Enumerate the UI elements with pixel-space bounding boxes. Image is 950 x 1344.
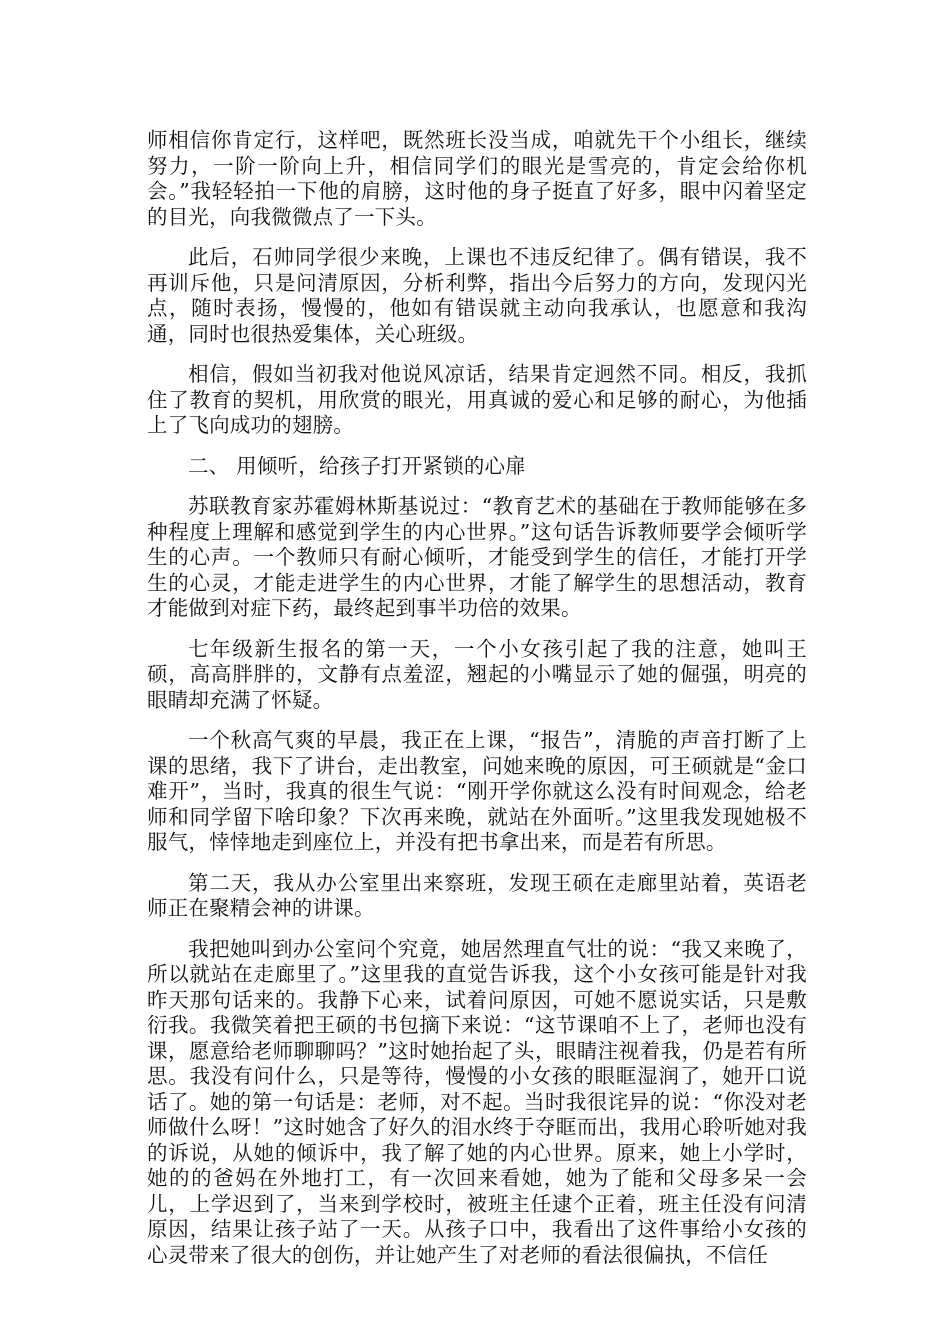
paragraph-1: 师相信你肯定行，这样吧，既然班长没当成，咱就先干个小组长，继续努力，一阶一阶向上升，相信同学们的眼光是雪亮的，肯定会给你机会。”我轻轻拍一下他的肩膀，这时他的身子挺直了好多，眼中闪着坚定的目光，向我微微点了一下头。: [147, 128, 807, 229]
paragraph-7: 第二天，我从办公室里出来察班，发现王硕在走廊里站着，英语老师正在聚精会神的讲课。: [147, 870, 807, 920]
paragraph-3: 相信，假如当初我对他说风凉话，结果肯定迥然不同。相反，我抓住了教育的契机，用欣赏的眼光，用真诚的爱心和足够的耐心，为他插上了飞向成功的翅膀。: [147, 362, 807, 437]
section-heading: 二、 用倾听，给孩子打开紧锁的心扉: [188, 453, 526, 478]
paragraph-8: 我把她叫到办公室问个究竟，她居然理直气壮的说：“我又来晚了，所以就站在走廊里了。”这里我的直觉告诉我，这个小女孩可能是针对我昨天那句话来的。我静下心来，试着问原因，可她不愿说实话，只是敷衍我。我微笑着把王硕的书包摘下来说：“这节课咱不上了，老师也没有课，愿意给老师聊聊吗？”这时她抬起了头，眼睛注视着我，仍是若有所思。我没有问什么，只是等待，慢慢的小女孩的眼眶湿润了，她开口说话了。她的第一句话是：老师，对不起。当时我很诧异的说：“你没对老师做什么呀！”这时她含了好久的泪水终于夺眶而出，我用心聆听她对我的诉说，从她的倾诉中，我了解了她的内心世界。原来，她上小学时，她的的爸妈在外地打工，有一次回来看她，她为了能和父母多呆一会儿，上学迟到了，当来到学校时，被班主任逮个正着，班主任没有问清原因，结果让孩子站了一天。从孩子口中，我看出了这件事给小女孩的心灵带来了很大的创伤，并让她产生了对老师的看法很偏执，不信任: [147, 936, 807, 1267]
paragraph-4: 苏联教育家苏霍姆林斯基说过：“教育艺术的基础在于教师能够在多种程度上理解和感觉到学生的内心世界。”这句话告诉教师要学会倾听学生的心声。一个教师只有耐心倾听，才能受到学生的信任，才能打开学生的心灵，才能走进学生的内心世界，才能了解学生的思想活动，教育才能做到对症下药，最终起到事半功倍的效果。: [147, 494, 807, 620]
paragraph-5: 七年级新生报名的第一天，一个小女孩引起了我的注意，她叫王硕，高高胖胖的，文静有点羞涩，翘起的小嘴显示了她的倔强，明亮的眼睛却充满了怀疑。: [147, 636, 807, 712]
paragraph-2: 此后，石帅同学很少来晚，上课也不违反纪律了。偶有错误，我不再训斥他，只是问清原因，分析利弊，指出今后努力的方向，发现闪光点，随时表扬，慢慢的，他如有错误就主动向我承认，也愿意和我沟通，同时也很热爱集体，关心班级。: [147, 245, 807, 346]
document-page: [147, 128, 807, 1268]
paragraph-6: 一个秋高气爽的早晨，我正在上课，“报告”，清脆的声音打断了上课的思绪，我下了讲台，走出教室，问她来晚的原因，可王硕就是“金口难开”，当时，我真的很生气说：“刚开学你就这么没有时间观念，给老师和同学留下啥印象？下次再来晚，就站在外面听。”这里我发现她极不服气，悻悻地走到座位上，并没有把书拿出来，而是若有所思。: [147, 728, 807, 854]
